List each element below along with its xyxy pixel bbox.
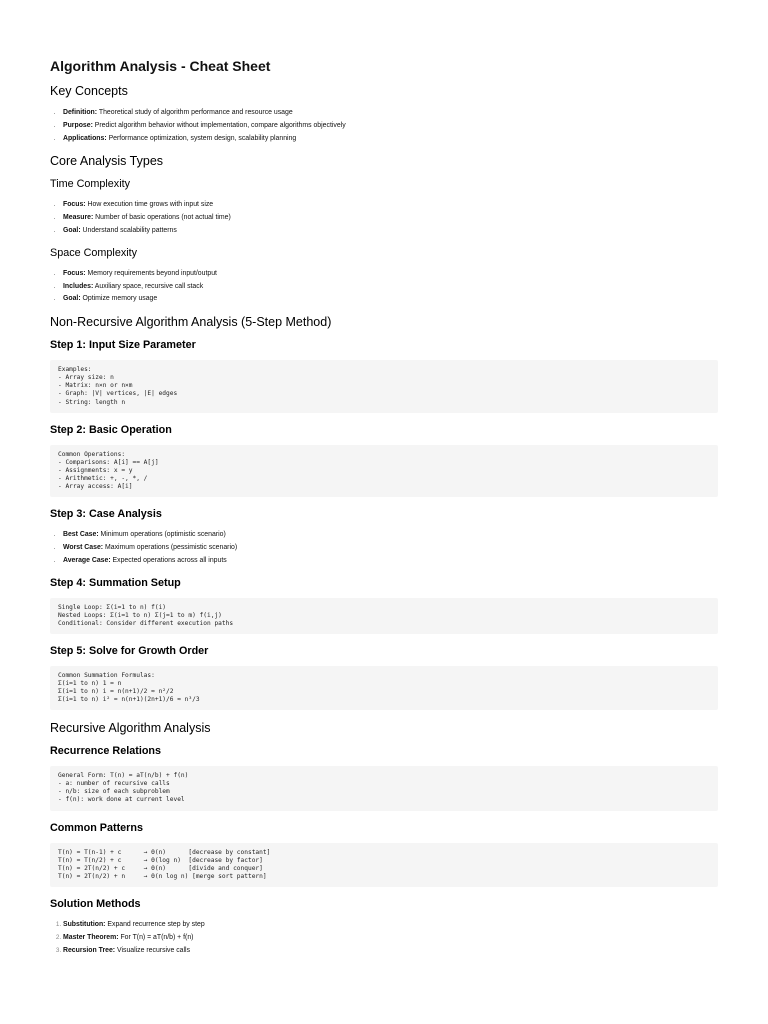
common-patterns-heading: Common Patterns	[50, 821, 143, 834]
key-concepts-heading: Key Concepts	[50, 84, 128, 98]
step2-code-block: Common Operations: - Comparisons: A[i] == A[j] - Assignments: x = y - Arithmetic: +, -, *, / - Array access: A[i]	[50, 445, 718, 497]
list-item-term: Includes:	[63, 282, 94, 290]
list-item-text: How execution time grows with input size	[85, 201, 214, 209]
list-item-text: Auxiliary space, recursive call stack	[93, 282, 204, 290]
step5-code-block: Common Summation Formulas: Σ(i=1 to n) 1 = n Σ(i=1 to n) i = n(n+1)/2 ≈ n²/2 Σ(i=1 to n) i² = n(n+1)(2n+1)/6 ≈ n³/3	[50, 666, 718, 710]
page-title: Algorithm Analysis - Cheat Sheet	[50, 58, 271, 74]
case-analysis-list	[50, 529, 718, 567]
list-item-text: Optimize memory usage	[80, 295, 158, 303]
step3-heading: Step 3: Case Analysis	[50, 508, 162, 521]
list-item	[63, 107, 718, 120]
list-item-term: Average Case:	[63, 556, 111, 564]
time-complexity-heading: Time Complexity	[50, 178, 130, 191]
step4-code-block: Single Loop: Σ(i=1 to n) f(i) Nested Loops: Σ(i=1 to n) Σ(j=1 to m) f(i,j) Conditional: Consider different execution paths	[50, 598, 718, 634]
list-item-term: Substitution:	[63, 920, 106, 928]
list-item-term: Goal:	[63, 226, 81, 234]
list-item-term: Focus:	[63, 201, 86, 209]
list-item-term: Applications:	[63, 134, 107, 142]
recursive-heading: Recursive Algorithm Analysis	[50, 721, 211, 736]
space-complexity-list	[50, 268, 718, 306]
list-item	[63, 225, 718, 238]
list-item	[63, 555, 718, 568]
list-item-text: Theoretical study of algorithm performance and resource usage	[97, 109, 293, 116]
list-item	[63, 120, 718, 133]
list-item	[63, 212, 718, 225]
list-item-text: Minimum operations (optimistic scenario)	[98, 531, 226, 539]
list-item	[63, 293, 718, 306]
solution-methods-list	[50, 919, 718, 957]
list-item-term: Best Case:	[63, 531, 99, 539]
non-recursive-heading: Non-Recursive Algorithm Analysis (5-Step Method)	[50, 315, 332, 330]
recurrence-relations-heading: Recurrence Relations	[50, 745, 162, 758]
list-item	[63, 199, 718, 212]
step1-heading: Step 1: Input Size Parameter	[50, 339, 196, 352]
list-item-term: Measure:	[63, 214, 94, 222]
time-complexity-list	[50, 199, 718, 237]
list-item	[63, 945, 718, 958]
list-item-term: Recursion Tree:	[63, 946, 116, 954]
list-item-text: Visualize recursive calls	[115, 946, 191, 954]
list-item-term: Goal:	[63, 295, 81, 303]
patterns-code-block: T(n) = T(n-1) + c → Θ(n) [decrease by constant] T(n) = T(n/2) + c → Θ(log n) [decrease by factor] T(n) = 2T(n/2) + c → Θ(n) [divide and conquer] T(n) = 2T(n/2) + n → Θ(n log n) [merge sort pattern]	[50, 843, 718, 887]
list-item	[63, 919, 718, 932]
list-item-text: Performance optimization, system design, scalability planning	[106, 134, 297, 142]
list-item	[63, 932, 718, 945]
list-item-text: Memory requirements beyond input/output	[85, 269, 217, 277]
list-item-term: Definition:	[63, 109, 98, 116]
solution-methods-heading: Solution Methods	[50, 897, 141, 910]
space-complexity-heading: Space Complexity	[50, 246, 138, 259]
list-item-term: Worst Case:	[63, 543, 104, 551]
step2-heading: Step 2: Basic Operation	[50, 423, 172, 436]
list-item-term: Purpose:	[63, 121, 93, 129]
list-item-text: Number of basic operations (not actual time)	[93, 214, 231, 222]
step4-heading: Step 4: Summation Setup	[50, 576, 181, 589]
list-item-text: For T(n) = aT(n/b) + f(n)	[118, 933, 194, 941]
list-item	[63, 281, 718, 294]
step1-code-block: Examples: - Array size: n - Matrix: n×n or n×m - Graph: |V| vertices, |E| edges - String: length n	[50, 360, 718, 412]
key-concepts-list	[50, 107, 718, 145]
list-item-text: Maximum operations (pessimistic scenario)	[103, 543, 238, 551]
list-item-term: Master Theorem:	[63, 933, 119, 941]
list-item-term: Focus:	[63, 269, 86, 277]
list-item-text: Understand scalability patterns	[80, 226, 177, 234]
list-item	[63, 542, 718, 555]
list-item-text: Expand recurrence step by step	[105, 920, 205, 928]
core-analysis-heading: Core Analysis Types	[50, 154, 164, 169]
list-item	[63, 268, 718, 281]
list-item-text: Predict algorithm behavior without implementation, compare algorithms objectively	[92, 121, 346, 129]
recurrence-code-block: General Form: T(n) = aT(n/b) + f(n) - a: number of recursive calls - n/b: size of each subproblem - f(n): work done at current level	[50, 766, 718, 810]
list-item-text: Expected operations across all inputs	[110, 556, 227, 564]
list-item	[63, 133, 718, 146]
list-item	[63, 529, 718, 542]
step5-heading: Step 5: Solve for Growth Order	[50, 644, 209, 657]
